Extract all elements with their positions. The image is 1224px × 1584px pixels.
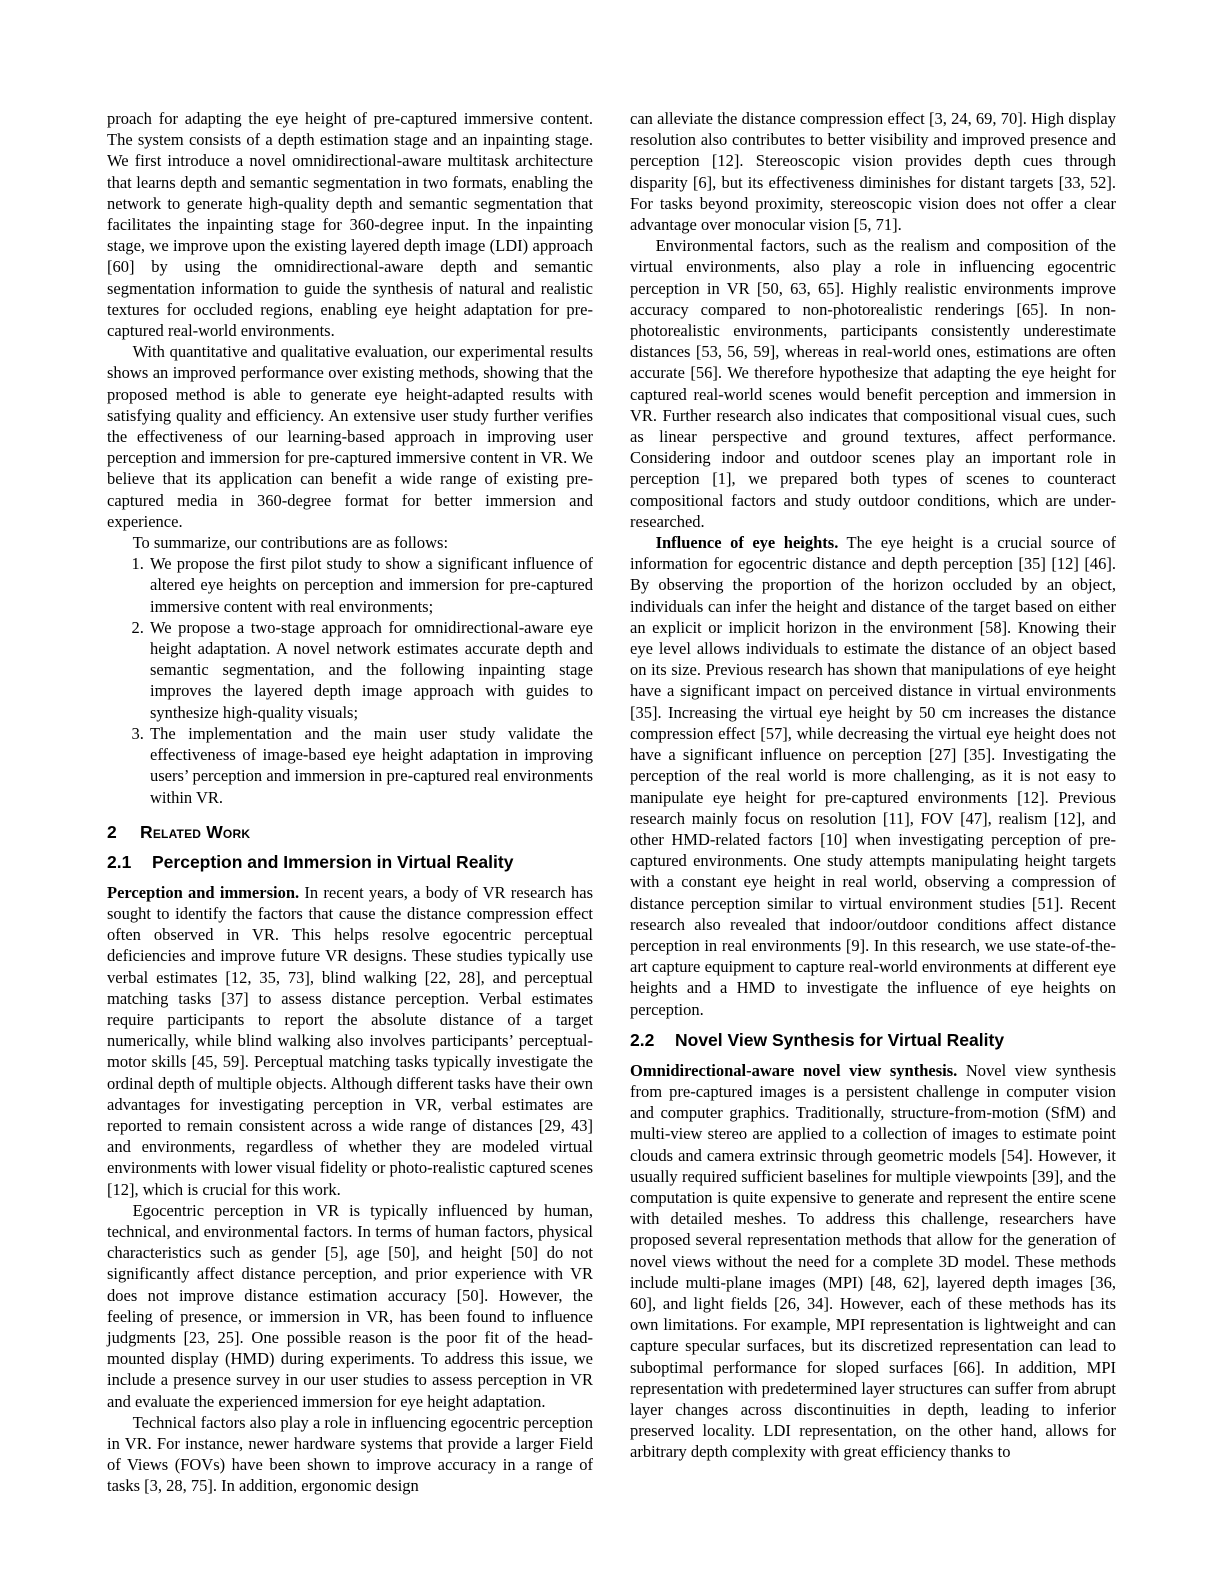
influence-eye-heights-paragraph: [630, 532, 1116, 1020]
subsection-number: 2.1: [107, 851, 132, 872]
intro-continuation-paragraph: proach for adapting the eye height of pre-captured immersive content. The system consists of a depth estimation stage and an inpainting stage. We first introduce a novel omnidirectional-aware multitask architecture that learns depth and semantic segmentation in two formats, enabling the network to generate high-quality depth and semantic segmentation that facilitates the inpainting stage for 360-degree input. In the inpainting stage, we improve upon the existing layered depth image (LDI) approach [60] by using the omnidirectional-aware depth and semantic segmentation information to guide the synthesis of natural and realistic textures for occluded regions, enabling eye height adaptation for pre-captured real-world environments.: [107, 109, 593, 341]
paragraph-lead-influence: Influence of eye heights.: [655, 533, 839, 553]
subsection-title: Perception and Immersion in Virtual Reality: [152, 851, 514, 872]
evaluation-paragraph: With quantitative and qualitative evaluation, our experimental results shows an improved performance over existing methods, showing that the proposed method is able to generate eye height-adapted results with satisfying quality and efficiency. An extensive user study further verifies the effectiveness of our learning-based approach in improving user perception and immersion for pre-captured immersive content in VR. We believe that its application can benefit a wide range of existing pre-captured media in 360-degree format for better immersion and experience.: [107, 342, 593, 531]
section-heading-related-work: [107, 822, 593, 842]
subsection-heading-2-1: [107, 852, 593, 873]
subsection-heading-2-2: [630, 1030, 1116, 1051]
right-column: [630, 108, 1116, 1463]
paragraph-body-influence: The eye height is a crucial source of information for egocentric distance and depth perception [35] [12] [46]. By observing the proportion of the horizon occluded by an object, individuals can infer the height and distance of the target based on either an explicit or implicit horizon in the environment [58]. Knowing their eye level allows individuals to estimate the distance of an object based on its size. Previous research has shown that manipulations of eye height have a significant impact on perceived distance in virtual environments [35]. Increasing the virtual eye height by 50 cm increases the distance compression effect [57], while decreasing the virtual eye height does not have a significant influence on perception [27] [35]. Investigating the perception of the real world is more challenging, as it is not easy to manipulate eye height for pre-captured environments [12]. Previous research mainly focus on resolution [11], FOV [47], realism [12], and other HMD-related factors [10] when investigating perception of pre-captured environments. One study attempts manipulating height targets with a constant eye height in real world, observing a compression of distance perception similar to virtual environment studies [51]. Recent research also revealed that indoor/outdoor conditions affect distance perception in real environments [9]. In this research, we use state-of-the-art capture equipment to capture real-world environments at different eye heights and a HMD to investigate the influence of eye heights on perception.: [630, 533, 1117, 1019]
contribution-item-2: 2. We propose a two-stage approach for omnidirectional-aware eye height adaptation. A novel network estimates accurate depth and semantic segmentation, and the following inpainting stage improves the layered depth image approach with guides to synthesize high-quality visuals;: [148, 617, 593, 723]
subsection-title: Novel View Synthesis for Virtual Reality: [675, 1029, 1005, 1050]
paragraph-lead-omni: Omnidirectional-aware novel view synthesis.: [630, 1060, 958, 1080]
contributions-intro: To summarize, our contributions are as follows:: [132, 533, 449, 553]
contribution-item-1: 1. We propose the first pilot study to show a significant influence of altered eye heights on perception and immersion for pre-captured immersive content with real environments;: [148, 553, 593, 617]
paragraph-body-perception: In recent years, a body of VR research has sought to identify the factors that cause the distance compression effect often observed in VR. This helps resolve egocentric perceptual deficiencies and improve future VR designs. These studies typically use verbal estimates [12, 35, 73], blind walking [22, 28], and perceptual matching tasks [37] to assess distance perception. Verbal estimates require participants to report the absolute distance of a target numerically, while blind walking also involves participants’ perceptual-motor skills [45, 59]. Perceptual matching tasks typically investigate the ordinal depth of multiple objects. Although different tasks have their own advantages for investigating perception in VR, verbal estimates are reported to remain consistent across a wide range of distances [29, 43] and environments, regardless of whether they are modeled virtual environments with lower visual fidelity or photo-realistic captured scenes [12], which is crucial for this work.: [107, 882, 593, 1199]
section-number: 2: [107, 821, 117, 842]
technical-factors-paragraph: Technical factors also play a role in influencing egocentric perception in VR. For instance, newer hardware systems that provide a larger Field of Views (FOVs) have been shown to improve accuracy in a range of tasks [3, 28, 75]. In addition, ergonomic design: [107, 1412, 593, 1496]
contribution-item-3: 3. The implementation and the main user study validate the effectiveness of image-based eye height adaptation in improving users’ perception and immersion in pre-captured real environments within VR.: [148, 723, 593, 808]
subsection-number: 2.2: [630, 1029, 655, 1050]
paragraph-lead-perception: Perception and immersion.: [107, 882, 300, 902]
section-title: Related Work: [140, 821, 251, 842]
perception-immersion-paragraph: [107, 882, 593, 1200]
left-column: [107, 108, 593, 1497]
environmental-factors-paragraph: Environmental factors, such as the realism and composition of the virtual environments, also play a role in influencing egocentric perception in VR [50, 63, 65]. Highly realistic environments improve accuracy compared to non-photorealistic renderings [65]. In non-photorealistic environments, participants consistently underestimate distances [53, 56, 59], whereas in real-world ones, estimations are often accurate [56]. We therefore hypothesize that adapting the eye height for captured real-world scenes would benefit perception and immersion in VR. Further research also indicates that compositional visual cues, such as linear perspective and ground textures, affect performance. Considering indoor and outdoor scenes play an important role in perception [1], we prepared both types of scenes to counteract compositional factors and study outdoor conditions, which are under-researched.: [630, 236, 1116, 531]
contributions-list: [107, 553, 593, 807]
alleviate-continuation-paragraph: can alleviate the distance compression effect [3, 24, 69, 70]. High display resolution also contributes to better visibility and improved presence and perception [12]. Stereoscopic vision provides depth cues through disparity [6], but its effectiveness diminishes for distant targets [33, 52]. For tasks beyond proximity, stereoscopic vision does not offer a clear advantage over monocular vision [5, 71].: [630, 109, 1116, 235]
paragraph-body-omni: Novel view synthesis from pre-captured images is a persistent challenge in computer vision and computer graphics. Traditionally, structure-from-motion (SfM) and multi-view stereo are applied to a collection of images to estimate point clouds and camera extrinsic through geometric models [54]. However, it usually required sufficient baselines for multiple viewpoints [39], and the computation is quite expensive to generate and represent the entire scene with detailed meshes. To address this challenge, researchers have proposed several representation methods that allow for the generation of novel views without the need for a complete 3D model. These methods include multi-plane images (MPI) [48, 62], layered depth images [36, 60], and light fields [26, 34]. However, each of these methods has its own limitations. For example, MPI representation is lightweight and can capture specular surfaces, but its discretized representation can lead to suboptimal performance for sloped surfaces [66]. In addition, MPI representation with predetermined layer structures can suffer from abrupt layer changes across discontinuities in depth, leading to inferior preserved locality. LDI representation, on the other hand, allows for arbitrary depth complexity with great efficiency thanks to: [630, 1060, 1116, 1462]
egocentric-paragraph: Egocentric perception in VR is typically influenced by human, technical, and environmental factors. In terms of human factors, physical characteristics such as gender [5], age [50], and height [50] do not significantly affect distance perception, and prior experience with VR does not improve distance estimation accuracy [50]. However, the feeling of presence, or immersion in VR, has been found to influence judgments [23, 25]. One possible reason is the poor fit of the head-mounted display (HMD) during experiments. To address this issue, we include a presence survey in our user studies to assess perception in VR and evaluate the experienced immersion for eye height adaptation.: [107, 1200, 593, 1411]
omnidirectional-synthesis-paragraph: [630, 1060, 1116, 1463]
